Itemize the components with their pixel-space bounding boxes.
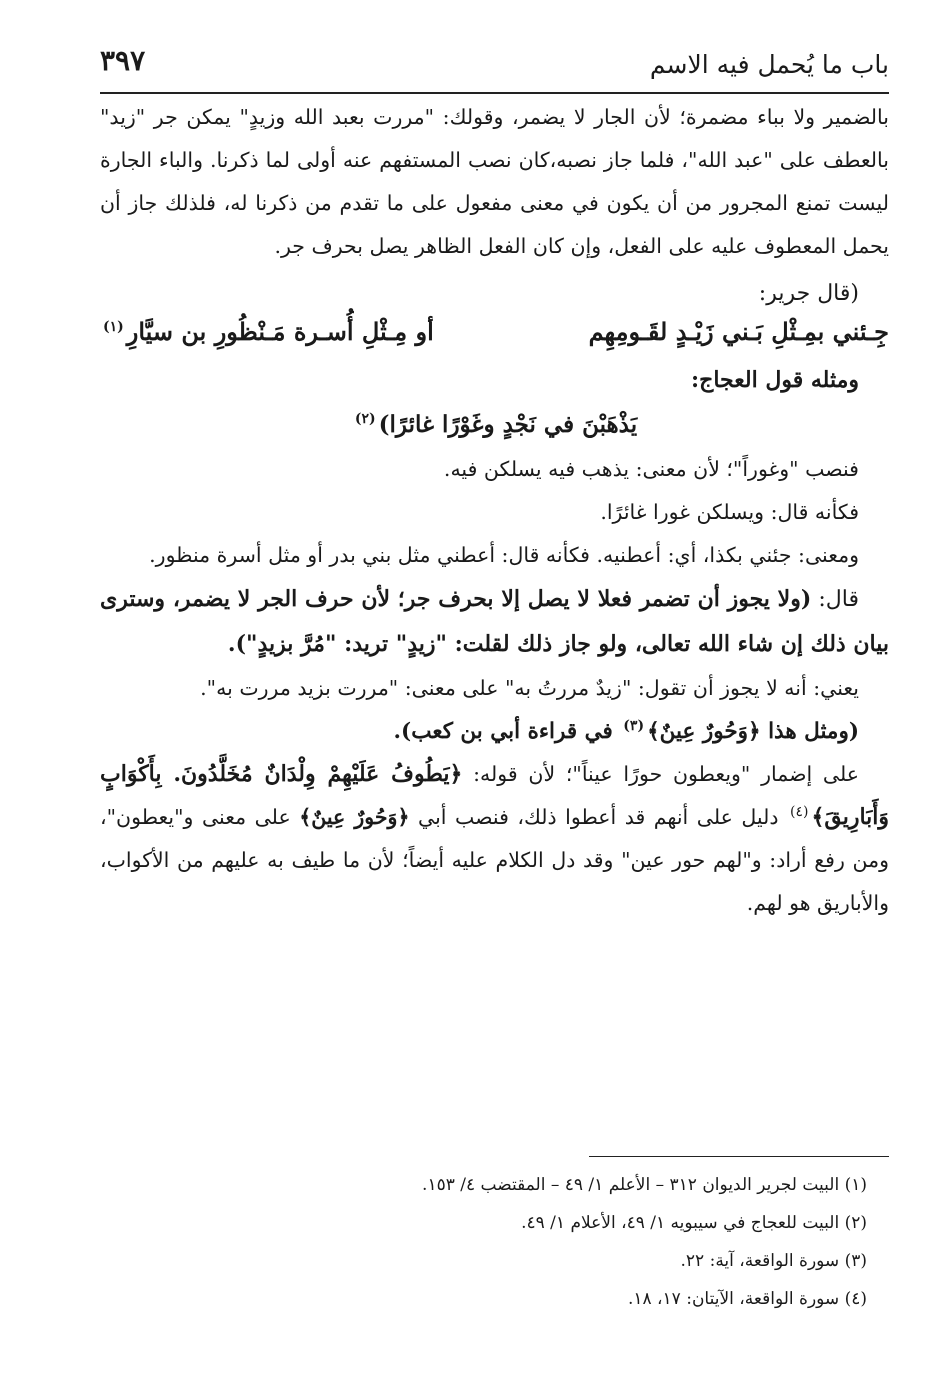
footnote-1: (١) البيت لجرير الديوان ٣١٢ – الأعلم ١/ ٤٩ – المقتضب ٤/ ١٥٣. [422, 1175, 867, 1195]
paragraph-5 [100, 577, 889, 667]
footnote-divider [589, 1156, 889, 1157]
chapter-title: باب ما يُحمل فيه الاسم [649, 50, 889, 79]
paragraph-7 [100, 710, 889, 753]
verse-first-hemistich: جِـئني بمِـثْلِ بَـني زَيْـدٍ لقَـومِهِم [588, 317, 889, 346]
footnote-ref-4: (٤) [789, 804, 809, 821]
footnote-3: (٣) سورة الواقعة، آية: ٢٢. [680, 1251, 867, 1271]
paragraph-8-a: على إضمار "ويعطون حورًا عيناً"؛ لأن قوله: [462, 762, 860, 786]
ajjaj-verse [100, 402, 889, 448]
paragraph-1: بالضمير ولا بباء مضمرة؛ لأن الجار لا يضمر، وقولك: "مررت بعبد الله وزيدٍ" يمكن جر "زيد" بالعطف على "عبد الله"، فلما جاز نصبه،كان نصب المستفهم عنه أولى لما ذكرنا. والباء الجارة ليست تمنع المجرور من أن يكون في معنى مفعول على ما تقدم من ذكرنا له، فلذلك جاز أن يحمل المعطوف عليه على الفعل، وإن كان الفعل الظاهر يصل بحرف جر. [100, 105, 889, 258]
paragraph-8-b: دليل على أنهم قد أعطوا ذلك، فنصب أبي [409, 805, 787, 829]
jarir-intro: (قال جرير: [758, 281, 859, 306]
jarir-verse [100, 315, 889, 359]
page-header [100, 36, 889, 94]
paragraph-8 [100, 753, 889, 925]
footnotes [100, 1166, 867, 1318]
paragraph-2: فنصب "وغوراً"؛ لأن معنى: يذهب فيه يسلكن فيه. [443, 457, 859, 481]
footnote-2: (٢) البيت للعجاج في سيبويه ١/ ٤٩، الأعلام ١/ ٤٩. [521, 1213, 867, 1233]
paragraph-8-quran: ﴿يَطُوفُ عَلَيْهِمْ وِلْدَانٌ مُخَلَّدُونَ. بِأَكْوَابٍ وَأَبَارِيقَ﴾ [100, 761, 890, 830]
paragraph-5-quote: (ولا يجوز أن تضمر فعلا لا يصل إلا بحرف جر؛ لأن حرف الجر لا يضمر، وسترى بيان ذلك إن شاء الله تعالى، ولو جاز ذلك لقلت: "زيدٍ" تريد: "مُرَّ بزيدٍ"). [100, 586, 889, 657]
verse-second-text: أو مِـثْلِ أُسـرة مَـنْظُورِ بن سيَّارِ [126, 317, 434, 346]
footnote-4: (٤) سورة الواقعة، الآيتان: ١٧، ١٨. [627, 1289, 867, 1309]
paragraph-4: ومعنى: جئني بكذا، أي: أعطنيه. فكأنه قال: أعطني مثل بني بدر أو مثل أسرة منظور. [149, 543, 859, 567]
footnote-ref-2: (٢) [354, 411, 376, 428]
main-text [100, 96, 889, 925]
footnote-ref-3: (٣) [623, 717, 645, 734]
ajjaj-verse-text: يَذْهَبْنَ في نَجْدٍ وغَوْرًا غائرًا) [378, 411, 638, 438]
page-number: ٣٩٧ [100, 44, 146, 77]
paragraph-8-c: على معنى و"يعطون"، ومن رفع أراد: و"لهم حور عين" وقد دل الكلام عليه أيضاً؛ لأن ما طيف به عليهم من الأكواب، والأباريق هو لهم. [100, 805, 889, 915]
paragraph-5-lead: قال: [811, 587, 860, 612]
footnote-ref-1: (١) [103, 319, 124, 335]
paragraph-7-a: (ومثل هذا ﴿وَحُورٌ عِينٌ﴾ [647, 719, 859, 744]
paragraph-7-b: في قراءة أبي بن كعب). [393, 719, 613, 744]
paragraph-8-quran-2: ﴿وَحُورٌ عِينٌ﴾ [299, 805, 410, 829]
ajjaj-intro: ومثله قول العجاج: [691, 367, 859, 393]
paragraph-6: يعني: أنه لا يجوز أن تقول: "زيدٌ مررتُ به" على معنى: "مررت بزيد مررت به". [200, 676, 859, 700]
paragraph-3: فكأنه قال: ويسلكن غورا غائرًا. [600, 500, 859, 524]
verse-second-hemistich [100, 317, 434, 346]
